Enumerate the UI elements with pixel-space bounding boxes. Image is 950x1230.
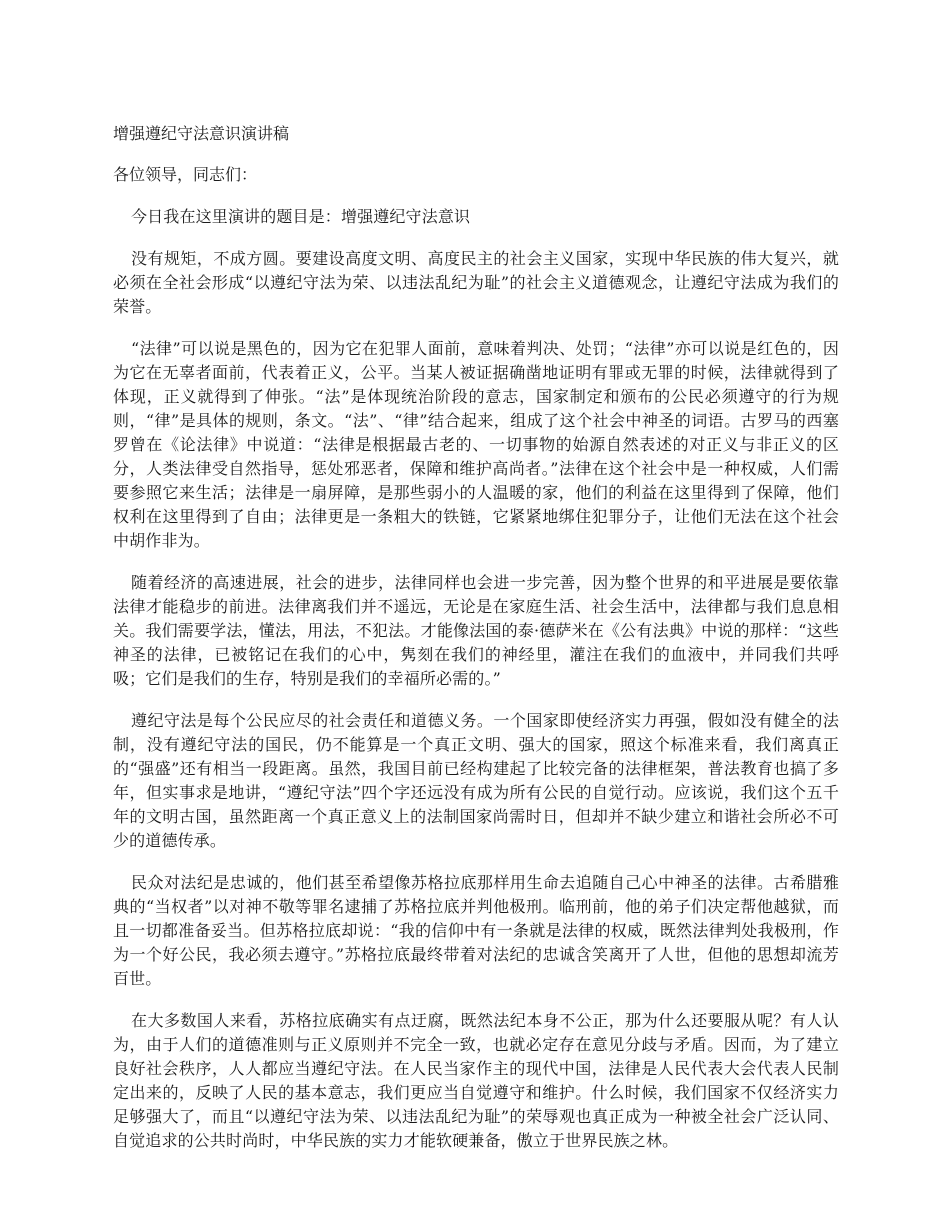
document-title: 增强遵纪守法意识演讲稿	[113, 124, 290, 143]
document-page	[113, 122, 839, 1171]
paragraph-topic: 今日我在这里演讲的题目是：增强遵纪守法意识	[131, 207, 471, 226]
paragraph-3: 随着经济的高速进展，社会的进步，法律同样也会进一步完善，因为整个世界的和平进展是要依靠法律才能稳步的前进。法律离我们并不遥远，无论是在家庭生活、社会生活中，法律都与我们息息相关。我们需要学法，懂法，用法，不犯法。才能像法国的泰·德萨米在《公有法典》中说的那样：“这些神圣的法律，已被铭记在我们的心中，隽刻在我们的神经里，灌注在我们的血液中，并同我们共呼吸；它们是我们的生存，特别是我们的幸福所必需的。”	[113, 573, 839, 688]
paragraph-6: 在大多数国人来看，苏格拉底确实有点迂腐，既然法纪本身不公正，那为什么还要服从呢？有人认为，由于人们的道德准则与正义原则并不完全一致，也就必定存在意见分歧与矛盾。因而，为了建立良好社会秩序，人人都应当遵纪守法。在人民当家作主的现代中国，法律是人民代表大会代表人民制定出来的，反映了人民的基本意志，我们更应当自觉遵守和维护。什么时候，我们国家不仅经济实力足够强大了，而且“以遵纪守法为荣、以违法乱纪为耻”的荣辱观也真正成为一种被全社会广泛认同、自觉追求的公共时尚时，中华民族的实力才能软硬兼备，傲立于世界民族之林。	[113, 1011, 839, 1150]
paragraph-2: “法律”可以说是黑色的，因为它在犯罪人面前，意味着判决、处罚；“法律”亦可以说是红色的，因为它在无辜者面前，代表着正义，公平。当某人被证据确凿地证明有罪或无罪的时候，法律就得到了体现，正义就得到了伸张。“法”是体现统治阶段的意志，国家制定和颁布的公民必须遵守的行为规则，“律”是具体的规则，条文。“法”、“律”结合起来，组成了这个社会中神圣的词语。古罗马的西塞罗曾在《论法律》中说道：“法律是根据最古老的、一切事物的始源自然表述的对正义与非正义的区分，人类法律受自然指导，惩处邪恶者，保障和维护高尚者。”法律在这个社会中是一种权威，人们需要参照它来生活；法律是一扇屏障，是那些弱小的人温暖的家，他们的利益在这里得到了保障，他们权利在这里得到了自由；法律更是一条粗大的铁链，它紧紧地绑住犯罪分子，让他们无法在这个社会中胡作非为。	[113, 339, 839, 550]
salutation: 各位领导，同志们：	[113, 165, 258, 184]
paragraph-1: 没有规矩，不成方圆。要建设高度文明、高度民主的社会主义国家，实现中华民族的伟大复兴，就必须在全社会形成“以遵纪守法为荣、以违法乱纪为耻”的社会主义道德观念，让遵纪守法成为我们的荣誉。	[113, 249, 839, 316]
paragraph-5: 民众对法纪是忠诚的，他们甚至希望像苏格拉底那样用生命去追随自己心中神圣的法律。古希腊雅典的“当权者”以对神不敬等罪名逮捕了苏格拉底并判他极刑。临刑前，他的弟子们决定帮他越狱，而且一切都准备妥当。但苏格拉底却说：“我的信仰中有一条就是法律的权威，既然法律判处我极刑，作为一个好公民，我必须去遵守。”苏格拉底最终带着对法纪的忠诚含笑离开了人世，但他的思想却流芳百世。	[113, 873, 839, 988]
paragraph-4: 遵纪守法是每个公民应尽的社会责任和道德义务。一个国家即使经济实力再强，假如没有健全的法制，没有遵纪守法的国民，仍不能算是一个真正文明、强大的国家，照这个标准来看，我们离真正的“强盛”还有相当一段距离。虽然，我国目前已经构建起了比较完备的法律框架，普法教育也搞了多年，但实事求是地讲，“遵纪守法”四个字还远没有成为所有公民的自觉行动。应该说，我们这个五千年的文明古国，虽然距离一个真正意义上的法制国家尚需时日，但却并不缺少建立和谐社会所必不可少的道德传承。	[113, 711, 839, 850]
